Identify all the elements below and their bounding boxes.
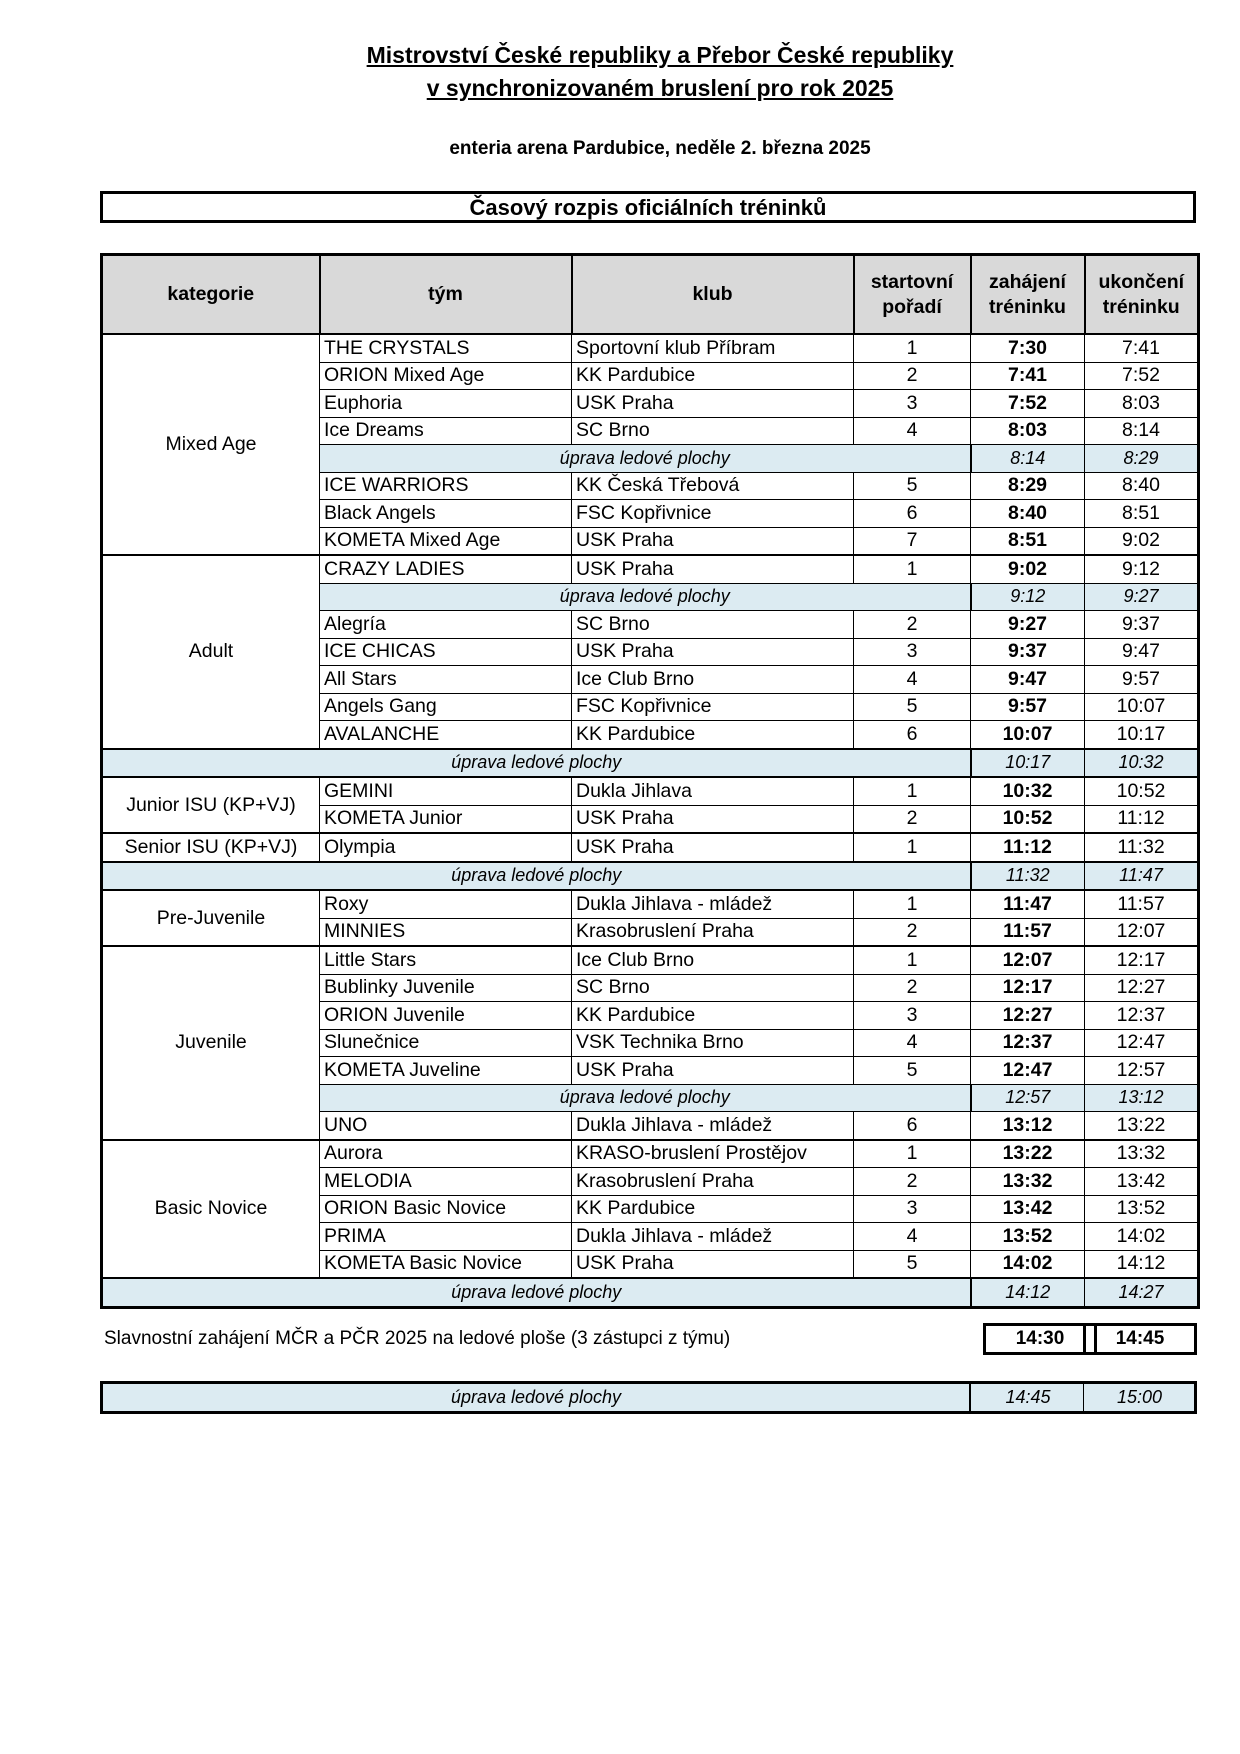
team-name: Olympia: [320, 833, 572, 862]
club-name: VSK Technika Brno: [572, 1029, 854, 1057]
team-row: [102, 1140, 1199, 1168]
title-line-2: v synchronizovaném bruslení pro rok 2025: [426, 75, 894, 101]
category-cell: Junior ISU (KP+VJ): [102, 777, 320, 833]
team-name: AVALANCHE: [320, 721, 572, 749]
training-end: 9:02: [1085, 527, 1199, 555]
training-end: 10:17: [1085, 721, 1199, 749]
ice-resurfacing-label: úprava ledové plochy: [320, 583, 971, 611]
club-name: Dukla Jihlava - mládež: [572, 1223, 854, 1251]
training-end: 10:52: [1085, 777, 1199, 805]
club-name: Dukla Jihlava: [572, 777, 854, 805]
team-name: Alegría: [320, 611, 572, 639]
start-order: 1: [854, 777, 971, 805]
team-name: GEMINI: [320, 777, 572, 805]
start-order: 2: [854, 918, 971, 946]
training-end: 13:32: [1085, 1140, 1199, 1168]
team-name: Ice Dreams: [320, 417, 572, 445]
training-start: 12:37: [971, 1029, 1085, 1057]
training-start: 13:42: [971, 1195, 1085, 1223]
training-start: 9:57: [971, 693, 1085, 721]
ice-resurfacing-label: úprava ledové plochy: [102, 749, 971, 778]
team-name: Slunečnice: [320, 1029, 572, 1057]
training-start: 13:32: [971, 1168, 1085, 1196]
training-end: 12:17: [1085, 946, 1199, 974]
club-name: Ice Club Brno: [572, 666, 854, 694]
ice-end-time: 9:27: [1085, 583, 1199, 611]
team-name: Little Stars: [320, 946, 572, 974]
training-end: 7:41: [1085, 334, 1199, 362]
club-name: Sportovní klub Příbram: [572, 334, 854, 362]
club-name: Ice Club Brno: [572, 946, 854, 974]
team-name: KOMETA Mixed Age: [320, 527, 572, 555]
start-order: 1: [854, 334, 971, 362]
team-name: ORION Juvenile: [320, 1002, 572, 1030]
training-start: 10:07: [971, 721, 1085, 749]
team-row: [102, 890, 1199, 918]
training-end: 12:37: [1085, 1002, 1199, 1030]
team-name: PRIMA: [320, 1223, 572, 1251]
club-name: Krasobruslení Praha: [572, 918, 854, 946]
club-name: USK Praha: [572, 555, 854, 583]
ice-resurfacing-row: [102, 749, 1199, 778]
club-name: KK Česká Třebová: [572, 472, 854, 500]
club-name: KK Pardubice: [572, 721, 854, 749]
training-end: 9:57: [1085, 666, 1199, 694]
col-ukonceni: ukončení tréninku: [1085, 255, 1199, 335]
training-end: 14:02: [1085, 1223, 1199, 1251]
start-order: 1: [854, 555, 971, 583]
ice-end-time: 8:29: [1085, 445, 1199, 473]
ice-start-time: 11:32: [971, 862, 1085, 891]
training-end: 12:47: [1085, 1029, 1199, 1057]
start-order: 4: [854, 417, 971, 445]
start-order: 2: [854, 362, 971, 390]
final-ice-label: úprava ledové plochy: [450, 1387, 622, 1407]
venue-date: enteria arena Pardubice, neděle 2. března 2025: [449, 138, 871, 159]
team-row: [102, 555, 1199, 583]
col-zahajeni: zahájení tréninku: [971, 255, 1085, 335]
start-order: 6: [854, 1112, 971, 1140]
start-order: 2: [854, 805, 971, 833]
training-end: 11:12: [1085, 805, 1199, 833]
training-start: 11:57: [971, 918, 1085, 946]
training-start: 12:47: [971, 1057, 1085, 1085]
schedule-table: [100, 253, 1200, 1309]
training-start: 13:12: [971, 1112, 1085, 1140]
start-order: 7: [854, 527, 971, 555]
team-name: Roxy: [320, 890, 572, 918]
col-tym: tým: [320, 255, 572, 335]
club-name: FSC Kopřivnice: [572, 693, 854, 721]
col-startovni-poradi: startovní pořadí: [854, 255, 971, 335]
team-name: Euphoria: [320, 390, 572, 418]
ice-start-time: 14:12: [971, 1278, 1085, 1307]
training-end: 8:03: [1085, 390, 1199, 418]
ice-resurfacing-label: úprava ledové plochy: [102, 862, 971, 891]
club-name: SC Brno: [572, 611, 854, 639]
ice-end-time: 14:27: [1085, 1278, 1199, 1307]
training-end: 9:12: [1085, 555, 1199, 583]
team-name: THE CRYSTALS: [320, 334, 572, 362]
ceremony-end: 14:45: [1083, 1323, 1197, 1355]
training-start: 7:41: [971, 362, 1085, 390]
ice-resurfacing-row: [102, 862, 1199, 891]
category-cell: Senior ISU (KP+VJ): [102, 833, 320, 862]
training-start: 13:52: [971, 1223, 1085, 1251]
training-end: 9:47: [1085, 638, 1199, 666]
start-order: 3: [854, 1002, 971, 1030]
club-name: USK Praha: [572, 833, 854, 862]
ice-resurfacing-row: [102, 1278, 1199, 1307]
team-name: Angels Gang: [320, 693, 572, 721]
training-end: 11:57: [1085, 890, 1199, 918]
club-name: FSC Kopřivnice: [572, 500, 854, 528]
team-row: [102, 777, 1199, 805]
start-order: 3: [854, 638, 971, 666]
training-start: 8:51: [971, 527, 1085, 555]
ice-start-time: 12:57: [971, 1084, 1085, 1112]
ice-end-time: 11:47: [1085, 862, 1199, 891]
start-order: 5: [854, 1250, 971, 1278]
training-start: 12:17: [971, 974, 1085, 1002]
training-start: 8:29: [971, 472, 1085, 500]
club-name: SC Brno: [572, 417, 854, 445]
training-end: 8:51: [1085, 500, 1199, 528]
team-name: Aurora: [320, 1140, 572, 1168]
ice-start-time: 8:14: [971, 445, 1085, 473]
training-end: 13:22: [1085, 1112, 1199, 1140]
training-start: 11:12: [971, 833, 1085, 862]
team-name: ICE CHICAS: [320, 638, 572, 666]
team-name: ORION Mixed Age: [320, 362, 572, 390]
training-start: 8:03: [971, 417, 1085, 445]
training-end: 11:32: [1085, 833, 1199, 862]
training-start: 12:27: [971, 1002, 1085, 1030]
team-name: Bublinky Juvenile: [320, 974, 572, 1002]
club-name: USK Praha: [572, 1057, 854, 1085]
training-start: 9:02: [971, 555, 1085, 583]
training-start: 12:07: [971, 946, 1085, 974]
training-start: 9:27: [971, 611, 1085, 639]
club-name: Krasobruslení Praha: [572, 1168, 854, 1196]
club-name: Dukla Jihlava - mládež: [572, 1112, 854, 1140]
start-order: 4: [854, 666, 971, 694]
ice-end-time: 13:12: [1085, 1084, 1199, 1112]
training-start: 9:37: [971, 638, 1085, 666]
start-order: 1: [854, 890, 971, 918]
start-order: 1: [854, 946, 971, 974]
club-name: USK Praha: [572, 1250, 854, 1278]
club-name: KK Pardubice: [572, 1195, 854, 1223]
team-row: [102, 334, 1199, 362]
start-order: 4: [854, 1029, 971, 1057]
club-name: KK Pardubice: [572, 362, 854, 390]
final-ice-row: [100, 1381, 1197, 1414]
training-end: 10:07: [1085, 693, 1199, 721]
header-row: [102, 255, 1199, 335]
club-name: USK Praha: [572, 805, 854, 833]
start-order: 2: [854, 974, 971, 1002]
team-name: All Stars: [320, 666, 572, 694]
ceremony-start: 14:30: [983, 1323, 1097, 1355]
training-start: 13:22: [971, 1140, 1085, 1168]
training-end: 8:40: [1085, 472, 1199, 500]
col-klub: klub: [572, 255, 854, 335]
start-order: 5: [854, 472, 971, 500]
club-name: KRASO-bruslení Prostějov: [572, 1140, 854, 1168]
training-end: 12:27: [1085, 974, 1199, 1002]
training-end: 12:07: [1085, 918, 1199, 946]
training-end: 12:57: [1085, 1057, 1199, 1085]
start-order: 2: [854, 1168, 971, 1196]
start-order: 2: [854, 611, 971, 639]
start-order: 5: [854, 1057, 971, 1085]
team-name: MELODIA: [320, 1168, 572, 1196]
ceremony-text: Slavnostní zahájení MČR a PČR 2025 na ledové ploše (3 zástupci z týmu): [104, 1328, 731, 1349]
training-start: 10:52: [971, 805, 1085, 833]
start-order: 4: [854, 1223, 971, 1251]
training-start: 9:47: [971, 666, 1085, 694]
category-cell: Juvenile: [102, 946, 320, 1140]
team-name: CRAZY LADIES: [320, 555, 572, 583]
club-name: USK Praha: [572, 638, 854, 666]
team-name: ICE WARRIORS: [320, 472, 572, 500]
club-name: KK Pardubice: [572, 1002, 854, 1030]
club-name: USK Praha: [572, 527, 854, 555]
team-name: UNO: [320, 1112, 572, 1140]
training-start: 11:47: [971, 890, 1085, 918]
training-end: 14:12: [1085, 1250, 1199, 1278]
col-kategorie: kategorie: [102, 255, 320, 335]
ice-start-time: 10:17: [971, 749, 1085, 778]
team-name: MINNIES: [320, 918, 572, 946]
ice-start-time: 9:12: [971, 583, 1085, 611]
category-cell: Adult: [102, 555, 320, 749]
training-start: 7:30: [971, 334, 1085, 362]
team-name: KOMETA Junior: [320, 805, 572, 833]
category-cell: Basic Novice: [102, 1140, 320, 1279]
title-line-1: Mistrovství České republiky a Přebor České republiky: [366, 42, 954, 68]
training-end: 13:52: [1085, 1195, 1199, 1223]
club-name: Dukla Jihlava - mládež: [572, 890, 854, 918]
training-end: 9:37: [1085, 611, 1199, 639]
team-name: Black Angels: [320, 500, 572, 528]
final-ice-end: 15:00: [1083, 1384, 1195, 1411]
training-end: 13:42: [1085, 1168, 1199, 1196]
training-start: 10:32: [971, 777, 1085, 805]
start-order: 3: [854, 1195, 971, 1223]
start-order: 5: [854, 693, 971, 721]
team-row: [102, 833, 1199, 862]
training-end: 7:52: [1085, 362, 1199, 390]
ice-resurfacing-label: úprava ledové plochy: [320, 445, 971, 473]
start-order: 3: [854, 390, 971, 418]
start-order: 6: [854, 500, 971, 528]
training-start: 8:40: [971, 500, 1085, 528]
team-name: KOMETA Juveline: [320, 1057, 572, 1085]
category-cell: Mixed Age: [102, 334, 320, 555]
start-order: 1: [854, 1140, 971, 1168]
club-name: USK Praha: [572, 390, 854, 418]
category-cell: Pre-Juvenile: [102, 890, 320, 946]
ice-resurfacing-label: úprava ledové plochy: [102, 1278, 971, 1307]
team-name: ORION Basic Novice: [320, 1195, 572, 1223]
start-order: 6: [854, 721, 971, 749]
training-end: 8:14: [1085, 417, 1199, 445]
schedule-title: Časový rozpis oficiálních tréninků: [100, 191, 1196, 223]
team-name: KOMETA Basic Novice: [320, 1250, 572, 1278]
final-ice-start: 14:45: [969, 1384, 1085, 1411]
club-name: SC Brno: [572, 974, 854, 1002]
training-start: 14:02: [971, 1250, 1085, 1278]
team-row: [102, 946, 1199, 974]
ice-end-time: 10:32: [1085, 749, 1199, 778]
ice-resurfacing-label: úprava ledové plochy: [320, 1084, 971, 1112]
training-start: 7:52: [971, 390, 1085, 418]
start-order: 1: [854, 833, 971, 862]
